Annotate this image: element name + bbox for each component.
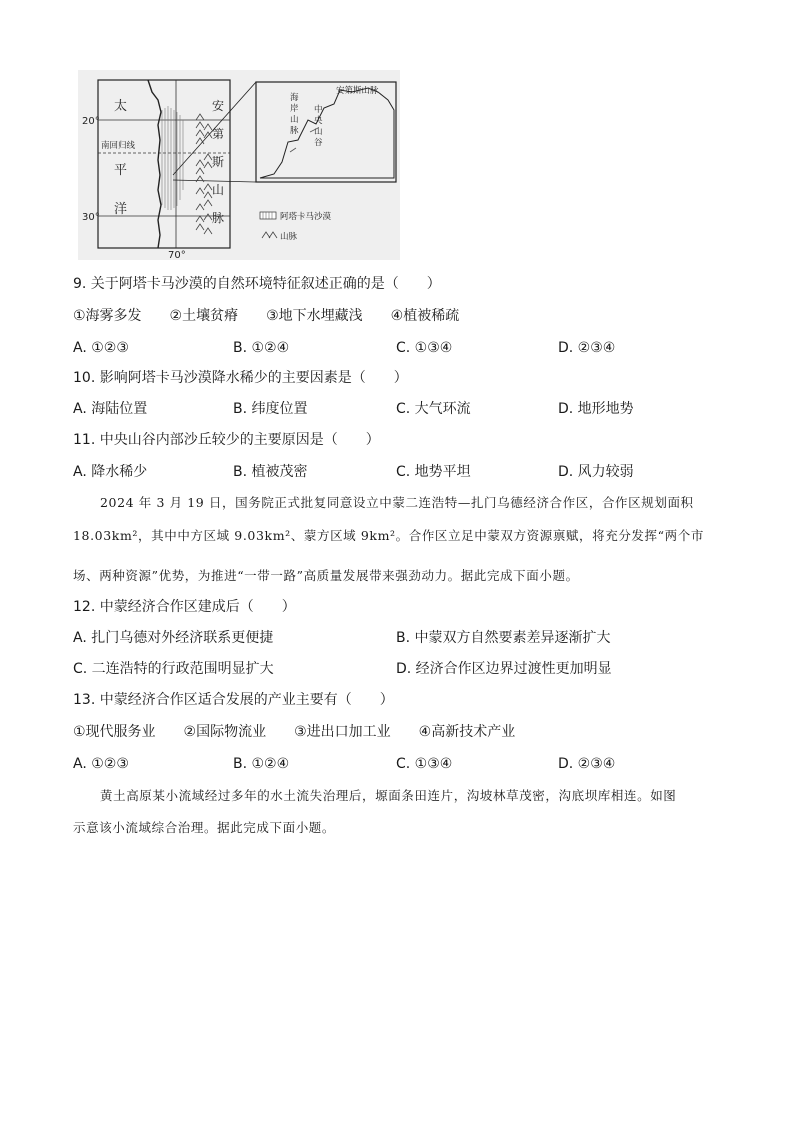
andes-char-4: 山 [212, 183, 225, 197]
q9-option-c: C. ①③④ [396, 340, 453, 356]
legend-mountain-label: 山脉 [280, 232, 298, 242]
inset-coastal-4: 脉 [290, 126, 299, 136]
atacama-map-figure [78, 70, 400, 260]
q9-option-b: B. ①②④ [233, 340, 290, 356]
q9-option-a: A. ①②③ [73, 340, 129, 356]
andes-char-3: 斯 [212, 155, 225, 169]
q11-option-c: C. 地势平坦 [396, 464, 471, 480]
ocean-char-1: 太 [114, 99, 128, 114]
inset-central-2: 央 [314, 116, 323, 126]
q11-stem: 11. 中央山谷内部沙丘较少的主要原因是（ ） [73, 432, 380, 448]
q9-option-d: D. ②③④ [558, 340, 616, 356]
q10-option-c: C. 大气环流 [396, 401, 471, 417]
inset-central-1: 中 [314, 105, 323, 115]
q10-option-b: B. 纬度位置 [233, 401, 308, 417]
q11-option-a: A. 降水稀少 [73, 464, 148, 480]
inset-coastal-2: 岸 [290, 104, 299, 114]
lon-70-label: 70° [168, 250, 186, 260]
q12-option-b: B. 中蒙双方自然要素差异逐渐扩大 [396, 630, 611, 646]
ocean-char-2: 平 [114, 163, 128, 178]
andes-char-2: 第 [212, 127, 225, 141]
passage2-line-2: 示意该小流域综合治理。据此完成下面小题。 [73, 820, 336, 835]
inset-central-4: 谷 [314, 138, 323, 148]
q9-items: ①海雾多发 ②土壤贫瘠 ③地下水埋藏浅 ④植被稀疏 [73, 308, 460, 324]
q13-items: ①现代服务业 ②国际物流业 ③进出口加工业 ④高新技术产业 [73, 724, 516, 740]
q10-option-d: D. 地形地势 [558, 401, 634, 417]
q13-stem: 13. 中蒙经济合作区适合发展的产业主要有（ ） [73, 692, 394, 708]
q12-stem: 12. 中蒙经济合作区建成后（ ） [73, 599, 296, 615]
q9-stem: 9. 关于阿塔卡马沙漠的自然环境特征叙述正确的是（ ） [73, 276, 441, 292]
inset-coastal-3: 山 [290, 115, 299, 125]
passage1-line-2: 18.03km²，其中中方区域 9.03km²、蒙方区域 9km²。合作区立足中蒙双方资源禀赋，将充分发挥“两个市 [73, 528, 704, 543]
q11-option-b: B. 植被茂密 [233, 464, 308, 480]
inset-coastal-1: 海 [290, 93, 299, 103]
inset-andes-label: 安第斯山脉 [336, 86, 379, 96]
tropic-label: 南回归线 [101, 141, 136, 151]
legend-desert-label: 阿塔卡马沙漠 [280, 212, 332, 222]
andes-char-1: 安 [212, 99, 225, 113]
q10-option-a: A. 海陆位置 [73, 401, 148, 417]
ocean-char-3: 洋 [114, 202, 128, 217]
q11-option-d: D. 风力较弱 [558, 464, 634, 480]
passage1-line-3: 场、两种资源”优势，为推进“一带一路”高质量发展带来强劲动力。据此完成下面小题。 [73, 568, 579, 583]
q13-option-a: A. ①②③ [73, 756, 129, 772]
legend-desert-swatch [260, 212, 276, 219]
passage2-line-1: 黄土高原某小流域经过多年的水土流失治理后，塬面条田连片，沟坡林草茂密，沟底坝库相连。如图 [100, 788, 677, 803]
q12-option-c: C. 二连浩特的行政范围明显扩大 [73, 661, 274, 677]
q10-stem: 10. 影响阿塔卡马沙漠降水稀少的主要因素是（ ） [73, 370, 408, 386]
q13-option-d: D. ②③④ [558, 756, 616, 772]
lat-20-label: 20° [82, 116, 100, 127]
q12-option-d: D. 经济合作区边界过渡性更加明显 [396, 661, 612, 677]
passage1-line-1: 2024 年 3 月 19 日，国务院正式批复同意设立中蒙二连浩特—扎门乌德经济合作区，合作区规划面积 [100, 495, 694, 510]
lat-30-label: 30° [82, 212, 100, 223]
q12-option-a: A. 扎门乌德对外经济联系更便捷 [73, 630, 274, 646]
q13-option-b: B. ①②④ [233, 756, 290, 772]
inset-central-3: 山 [314, 127, 323, 137]
andes-char-5: 脉 [212, 211, 225, 225]
q13-option-c: C. ①③④ [396, 756, 453, 772]
